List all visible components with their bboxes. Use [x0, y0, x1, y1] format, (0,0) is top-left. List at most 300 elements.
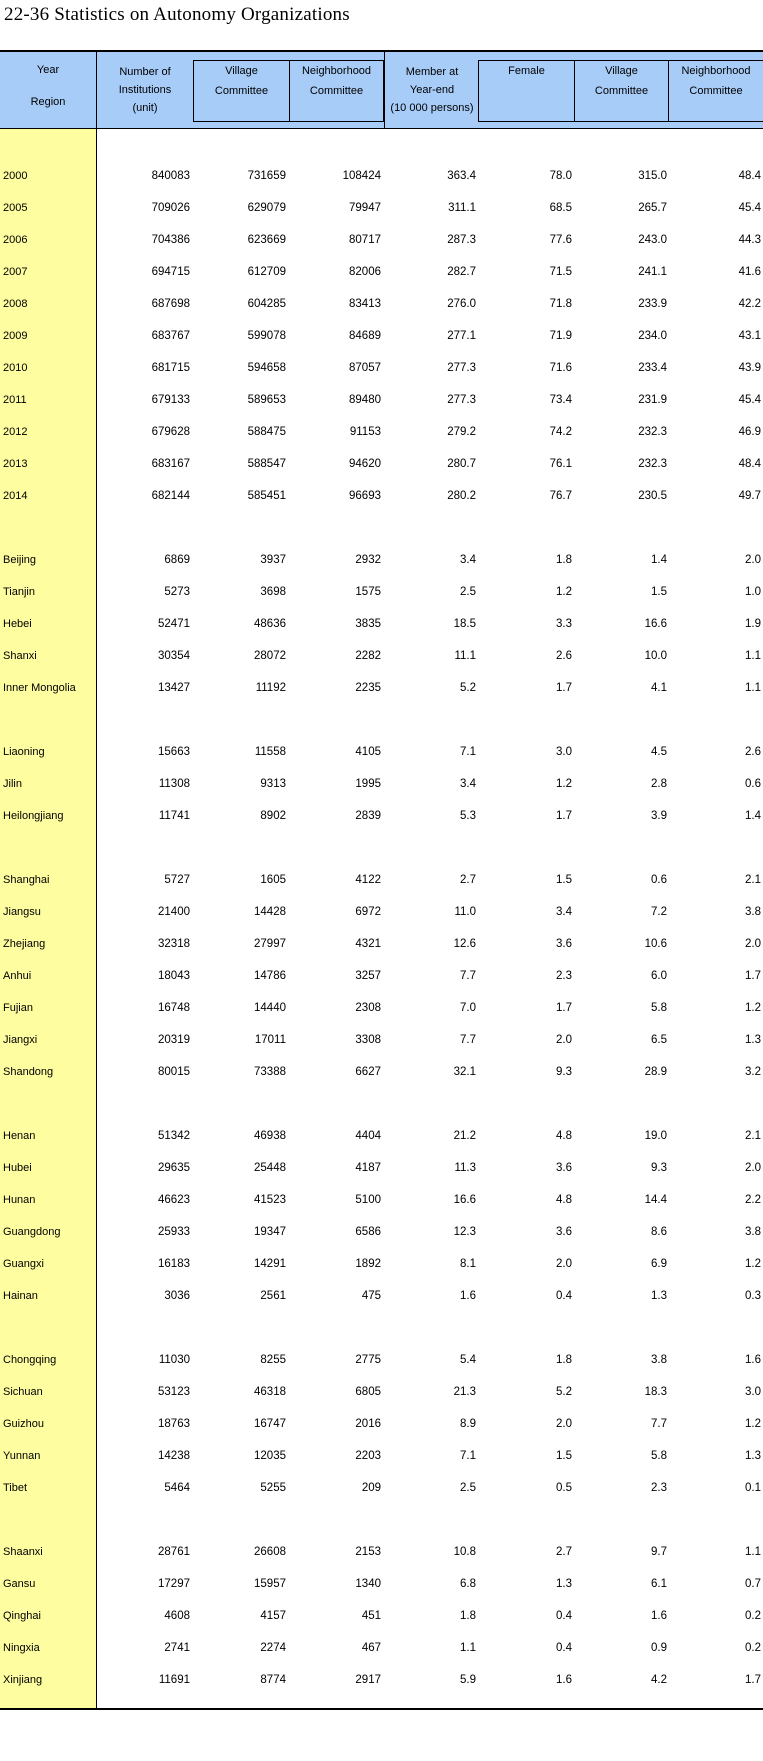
- table-cell: 1.8: [556, 554, 572, 566]
- table-cell: 1.7: [556, 682, 572, 694]
- table-cell: 704386: [151, 234, 190, 246]
- row-label: Ningxia: [3, 1642, 40, 1654]
- table-cell: 1892: [355, 1258, 381, 1270]
- table-cell: 230.5: [638, 490, 667, 502]
- table-cell: 1.5: [556, 1450, 572, 1462]
- table-cell: 1.4: [651, 554, 667, 566]
- table-cell: 277.3: [447, 394, 476, 406]
- table-cell: 15663: [158, 746, 190, 758]
- table-cell: 11741: [158, 810, 190, 822]
- table-cell: 2308: [355, 1002, 381, 1014]
- table-row: [0, 1574, 763, 1594]
- row-label: Zhejiang: [3, 938, 46, 950]
- header-year-region: [0, 52, 97, 128]
- header-village-committee-line2: Committee: [214, 85, 269, 97]
- table-cell: 10.0: [644, 650, 667, 662]
- table-cell: 3.0: [556, 746, 572, 758]
- table-cell: 79947: [349, 202, 381, 214]
- row-label: Xinjiang: [3, 1674, 43, 1686]
- table-cell: 2.2: [745, 1194, 761, 1206]
- table-cell: 588547: [247, 458, 286, 470]
- row-label: Heilongjiang: [3, 810, 64, 822]
- header-institutions-line1: Number of: [119, 66, 171, 78]
- table-row: [0, 806, 763, 826]
- table-cell: 1.5: [556, 874, 572, 886]
- table-cell: 16.6: [644, 618, 667, 630]
- header-bottom-rule: [0, 128, 763, 129]
- table-cell: 9.7: [651, 1546, 667, 1558]
- table-cell: 467: [361, 1642, 381, 1654]
- row-label: Hunan: [3, 1194, 36, 1206]
- table-cell: 73388: [254, 1066, 286, 1078]
- table-cell: 1.1: [745, 1546, 761, 1558]
- table-cell: 2.0: [745, 554, 761, 566]
- table-cell: 1.5: [651, 586, 667, 598]
- table-cell: 15957: [254, 1578, 286, 1590]
- table-cell: 14440: [254, 1002, 286, 1014]
- table-cell: 6.5: [651, 1034, 667, 1046]
- table-cell: 265.7: [638, 202, 667, 214]
- table-cell: 694715: [151, 266, 190, 278]
- table-cell: 3835: [355, 618, 381, 630]
- row-label: 2005: [3, 202, 28, 214]
- table-cell: 0.3: [745, 1290, 761, 1302]
- table-cell: 0.7: [745, 1578, 761, 1590]
- table-cell: 2.0: [556, 1034, 572, 1046]
- table-cell: 80717: [349, 234, 381, 246]
- table-cell: 45.4: [738, 394, 761, 406]
- table-row: [0, 934, 763, 954]
- table-cell: 7.7: [460, 970, 476, 982]
- table-cell: 74.2: [549, 426, 572, 438]
- table-cell: 3036: [164, 1290, 190, 1302]
- table-cell: 6.0: [651, 970, 667, 982]
- table-cell: 77.6: [549, 234, 572, 246]
- table-cell: 1.2: [745, 1418, 761, 1430]
- table-cell: 2.0: [745, 1162, 761, 1174]
- table-cell: 32.1: [453, 1066, 476, 1078]
- table-cell: 5255: [260, 1482, 286, 1494]
- table-cell: 6586: [355, 1226, 381, 1238]
- table-cell: 41.6: [738, 266, 761, 278]
- table-cell: 18763: [158, 1418, 190, 1430]
- table-cell: 5.8: [651, 1450, 667, 1462]
- table-cell: 14428: [254, 906, 286, 918]
- table-cell: 21.2: [453, 1130, 476, 1142]
- table-cell: 76.1: [549, 458, 572, 470]
- table-cell: 679628: [151, 426, 190, 438]
- table-cell: 18.3: [644, 1386, 667, 1398]
- table-row: [0, 326, 763, 346]
- table-row: [0, 1382, 763, 1402]
- row-label: Shandong: [3, 1066, 54, 1078]
- table-bottom-rule: [0, 1708, 763, 1710]
- table-cell: 78.0: [549, 170, 572, 182]
- table-row: [0, 1286, 763, 1306]
- header-neighborhood-committee: [289, 60, 384, 122]
- table-cell: 451: [361, 1610, 381, 1622]
- table-cell: 1340: [355, 1578, 381, 1590]
- row-label: Fujian: [3, 1002, 33, 1014]
- table-row: [0, 262, 763, 282]
- table-cell: 14786: [254, 970, 286, 982]
- table-cell: 612709: [247, 266, 286, 278]
- table-cell: 3.6: [556, 938, 572, 950]
- table-cell: 11308: [158, 778, 190, 790]
- table-cell: 2282: [355, 650, 381, 662]
- table-cell: 3.4: [460, 778, 476, 790]
- table-cell: 71.6: [549, 362, 572, 374]
- table-cell: 2016: [355, 1418, 381, 1430]
- table-cell: 32318: [158, 938, 190, 950]
- table-cell: 629079: [247, 202, 286, 214]
- table-cell: 6.1: [651, 1578, 667, 1590]
- row-label: Shaanxi: [3, 1546, 43, 1558]
- table-cell: 282.7: [447, 266, 476, 278]
- table-row: [0, 1222, 763, 1242]
- table-cell: 5.4: [460, 1354, 476, 1366]
- table-cell: 585451: [247, 490, 286, 502]
- table-cell: 82006: [349, 266, 381, 278]
- table-cell: 3937: [260, 554, 286, 566]
- table-cell: 1.3: [745, 1034, 761, 1046]
- table-cell: 91153: [349, 426, 381, 438]
- table-cell: 4105: [355, 746, 381, 758]
- table-cell: 9.3: [556, 1066, 572, 1078]
- row-label: Qinghai: [3, 1610, 41, 1622]
- header-institutions: [97, 52, 193, 128]
- table-cell: 4157: [260, 1610, 286, 1622]
- table-cell: 6869: [164, 554, 190, 566]
- table-row: [0, 1638, 763, 1658]
- table-cell: 2.0: [556, 1418, 572, 1430]
- table-cell: 279.2: [447, 426, 476, 438]
- table-cell: 11030: [158, 1354, 190, 1366]
- table-cell: 3.4: [556, 906, 572, 918]
- table-row: [0, 998, 763, 1018]
- table-cell: 2.0: [745, 938, 761, 950]
- table-cell: 3.6: [556, 1162, 572, 1174]
- table-cell: 25933: [158, 1226, 190, 1238]
- table-row: [0, 358, 763, 378]
- header-institutions-line2: Institutions: [118, 84, 172, 96]
- table-row: [0, 390, 763, 410]
- table-cell: 287.3: [447, 234, 476, 246]
- table-cell: 3.4: [460, 554, 476, 566]
- row-label: Hubei: [3, 1162, 32, 1174]
- table-row: [0, 550, 763, 570]
- table-cell: 0.6: [651, 874, 667, 886]
- table-cell: 363.4: [447, 170, 476, 182]
- header-neighborhood-committee-line2: Committee: [309, 85, 364, 97]
- table-cell: 2.0: [556, 1258, 572, 1270]
- table-row: [0, 774, 763, 794]
- table-cell: 2274: [260, 1642, 286, 1654]
- table-cell: 840083: [151, 170, 190, 182]
- table-cell: 594658: [247, 362, 286, 374]
- table-row: [0, 966, 763, 986]
- table-cell: 9.3: [651, 1162, 667, 1174]
- table-cell: 2235: [355, 682, 381, 694]
- table-cell: 7.0: [460, 1002, 476, 1014]
- table-cell: 12.3: [453, 1226, 476, 1238]
- table-cell: 4187: [355, 1162, 381, 1174]
- table-cell: 11558: [254, 746, 286, 758]
- table-cell: 1.2: [745, 1258, 761, 1270]
- row-label: Tibet: [3, 1482, 28, 1494]
- table-cell: 2203: [355, 1450, 381, 1462]
- table-cell: 6.9: [651, 1258, 667, 1270]
- table-cell: 73.4: [549, 394, 572, 406]
- table-cell: 0.4: [556, 1642, 572, 1654]
- table-cell: 588475: [247, 426, 286, 438]
- table-cell: 46623: [158, 1194, 190, 1206]
- table-cell: 18043: [158, 970, 190, 982]
- table-cell: 94620: [349, 458, 381, 470]
- table-cell: 4.5: [651, 746, 667, 758]
- table-cell: 12.6: [453, 938, 476, 950]
- table-cell: 232.3: [638, 458, 667, 470]
- table-cell: 232.3: [638, 426, 667, 438]
- table-cell: 280.2: [447, 490, 476, 502]
- table-header: [0, 52, 763, 128]
- table-cell: 3.2: [745, 1066, 761, 1078]
- row-label: 2012: [3, 426, 28, 438]
- row-label: Inner Mongolia: [3, 682, 76, 694]
- table-cell: 45.4: [738, 202, 761, 214]
- table-cell: 14.4: [644, 1194, 667, 1206]
- table-row: [0, 422, 763, 442]
- table-cell: 83413: [349, 298, 381, 310]
- table-cell: 1.6: [745, 1354, 761, 1366]
- header-member-line1: Member at: [405, 66, 459, 78]
- row-label: Guizhou: [3, 1418, 44, 1430]
- table-cell: 25448: [254, 1162, 286, 1174]
- table-cell: 28761: [158, 1546, 190, 1558]
- row-label: 2007: [3, 266, 28, 278]
- table-row: [0, 1446, 763, 1466]
- table-cell: 682144: [151, 490, 190, 502]
- table-cell: 0.4: [556, 1290, 572, 1302]
- table-cell: 1.1: [745, 682, 761, 694]
- table-cell: 46318: [254, 1386, 286, 1398]
- table-cell: 1.2: [556, 586, 572, 598]
- table-cell: 71.9: [549, 330, 572, 342]
- table-row: [0, 230, 763, 250]
- table-cell: 683167: [151, 458, 190, 470]
- row-label: Shanxi: [3, 650, 37, 662]
- table-cell: 233.9: [638, 298, 667, 310]
- table-cell: 2.1: [745, 874, 761, 886]
- table-cell: 234.0: [638, 330, 667, 342]
- table-cell: 68.5: [549, 202, 572, 214]
- table-row: [0, 646, 763, 666]
- table-cell: 3308: [355, 1034, 381, 1046]
- table-row: [0, 1670, 763, 1690]
- table-cell: 4404: [355, 1130, 381, 1142]
- table-cell: 29635: [158, 1162, 190, 1174]
- table-cell: 30354: [158, 650, 190, 662]
- table-cell: 52471: [158, 618, 190, 630]
- table-cell: 46938: [254, 1130, 286, 1142]
- header-village-committee-line1: Village: [225, 65, 258, 77]
- header-institutions-line3: (unit): [132, 102, 158, 114]
- table-cell: 16183: [158, 1258, 190, 1270]
- table-cell: 2741: [164, 1642, 190, 1654]
- row-label: 2009: [3, 330, 28, 342]
- row-label: Gansu: [3, 1578, 36, 1590]
- table-cell: 17011: [254, 1034, 286, 1046]
- table-cell: 709026: [151, 202, 190, 214]
- table-row: [0, 1478, 763, 1498]
- table-cell: 11691: [158, 1674, 190, 1686]
- table-cell: 10.8: [453, 1546, 476, 1558]
- table-row: [0, 1158, 763, 1178]
- table-cell: 0.5: [556, 1482, 572, 1494]
- row-label: Anhui: [3, 970, 32, 982]
- row-label: 2013: [3, 458, 28, 470]
- table-row: [0, 902, 763, 922]
- table-row: [0, 1350, 763, 1370]
- table-cell: 1.8: [556, 1354, 572, 1366]
- table-cell: 4608: [164, 1610, 190, 1622]
- table-cell: 48.4: [738, 170, 761, 182]
- table-cell: 1.0: [745, 586, 761, 598]
- row-label: Jilin: [3, 778, 22, 790]
- header-female-label: Female: [508, 65, 545, 77]
- table-cell: 0.2: [745, 1610, 761, 1622]
- table-row: [0, 166, 763, 186]
- row-label: Hainan: [3, 1290, 38, 1302]
- table-cell: 43.1: [738, 330, 761, 342]
- table-cell: 14291: [254, 1258, 286, 1270]
- table-cell: 731659: [247, 170, 286, 182]
- table-cell: 3257: [355, 970, 381, 982]
- table-cell: 209: [361, 1482, 381, 1494]
- table-cell: 1.2: [556, 778, 572, 790]
- row-label: 2014: [3, 490, 28, 502]
- table-cell: 16748: [158, 1002, 190, 1014]
- table-cell: 7.2: [651, 906, 667, 918]
- table-cell: 44.3: [738, 234, 761, 246]
- table-cell: 76.7: [549, 490, 572, 502]
- table-cell: 49.7: [738, 490, 761, 502]
- header-member: [384, 52, 479, 128]
- table-cell: 7.7: [651, 1418, 667, 1430]
- table-cell: 19.0: [644, 1130, 667, 1142]
- table-cell: 19347: [254, 1226, 286, 1238]
- table-cell: 2.6: [556, 650, 572, 662]
- row-label: Sichuan: [3, 1386, 43, 1398]
- row-label: Liaoning: [3, 746, 45, 758]
- table-cell: 28072: [254, 650, 286, 662]
- row-label: 2010: [3, 362, 28, 374]
- table-cell: 4.1: [651, 682, 667, 694]
- table-cell: 14238: [158, 1450, 190, 1462]
- table-cell: 16747: [254, 1418, 286, 1430]
- table-title: 22-36 Statistics on Autonomy Organizations: [4, 4, 350, 25]
- table-row: [0, 870, 763, 890]
- table-cell: 3.8: [651, 1354, 667, 1366]
- table-cell: 1.3: [651, 1290, 667, 1302]
- table-cell: 4122: [355, 874, 381, 886]
- table-cell: 17297: [158, 1578, 190, 1590]
- table-cell: 4321: [355, 938, 381, 950]
- table-row: [0, 1030, 763, 1050]
- table-cell: 1.4: [745, 810, 761, 822]
- table-cell: 0.2: [745, 1642, 761, 1654]
- table-cell: 2153: [355, 1546, 381, 1558]
- table-cell: 7.1: [460, 746, 476, 758]
- table-cell: 5100: [355, 1194, 381, 1206]
- table-cell: 1.3: [556, 1578, 572, 1590]
- table-cell: 5727: [164, 874, 190, 886]
- table-cell: 1.2: [745, 1002, 761, 1014]
- table-row: [0, 1606, 763, 1626]
- header-year-label: Year: [36, 64, 60, 76]
- table-cell: 6805: [355, 1386, 381, 1398]
- header-village-committee: [193, 60, 290, 122]
- table-cell: 80015: [158, 1066, 190, 1078]
- header-neighborhood-committee-2: [668, 60, 763, 122]
- row-label: Jiangsu: [3, 906, 41, 918]
- table-cell: 231.9: [638, 394, 667, 406]
- table-cell: 1.7: [556, 810, 572, 822]
- table-row: [0, 1062, 763, 1082]
- table-cell: 0.1: [745, 1482, 761, 1494]
- table-cell: 3.8: [745, 906, 761, 918]
- table-cell: 5.8: [651, 1002, 667, 1014]
- table-cell: 2561: [260, 1290, 286, 1302]
- table-cell: 1.1: [745, 650, 761, 662]
- header-region-label: Region: [30, 96, 66, 108]
- table-cell: 2.5: [460, 586, 476, 598]
- table-cell: 3698: [260, 586, 286, 598]
- table-cell: 11192: [255, 682, 286, 694]
- table-cell: 53123: [158, 1386, 190, 1398]
- table-cell: 5.3: [460, 810, 476, 822]
- table-cell: 10.6: [644, 938, 667, 950]
- table-cell: 89480: [349, 394, 381, 406]
- table-cell: 6.8: [460, 1578, 476, 1590]
- table-cell: 241.1: [638, 266, 667, 278]
- table-row: [0, 454, 763, 474]
- row-label: Tianjin: [3, 586, 35, 598]
- row-label: 2000: [3, 170, 28, 182]
- table-cell: 11.3: [454, 1162, 476, 1174]
- table-cell: 26608: [254, 1546, 286, 1558]
- table-cell: 8774: [260, 1674, 286, 1686]
- table-cell: 1995: [355, 778, 381, 790]
- table-cell: 475: [361, 1290, 381, 1302]
- table-cell: 71.5: [549, 266, 572, 278]
- table-cell: 687698: [151, 298, 190, 310]
- table-cell: 41523: [254, 1194, 286, 1206]
- table-cell: 7.1: [460, 1450, 476, 1462]
- table-cell: 8.1: [460, 1258, 476, 1270]
- table-cell: 2.7: [460, 874, 476, 886]
- row-label: 2006: [3, 234, 28, 246]
- table-cell: 3.6: [556, 1226, 572, 1238]
- table-cell: 277.3: [447, 362, 476, 374]
- table-cell: 8.9: [460, 1418, 476, 1430]
- table-cell: 2839: [355, 810, 381, 822]
- table-cell: 1.3: [745, 1450, 761, 1462]
- table-row: [0, 582, 763, 602]
- table-cell: 0.6: [745, 778, 761, 790]
- row-label: 2008: [3, 298, 28, 310]
- table-cell: 1.6: [651, 1610, 667, 1622]
